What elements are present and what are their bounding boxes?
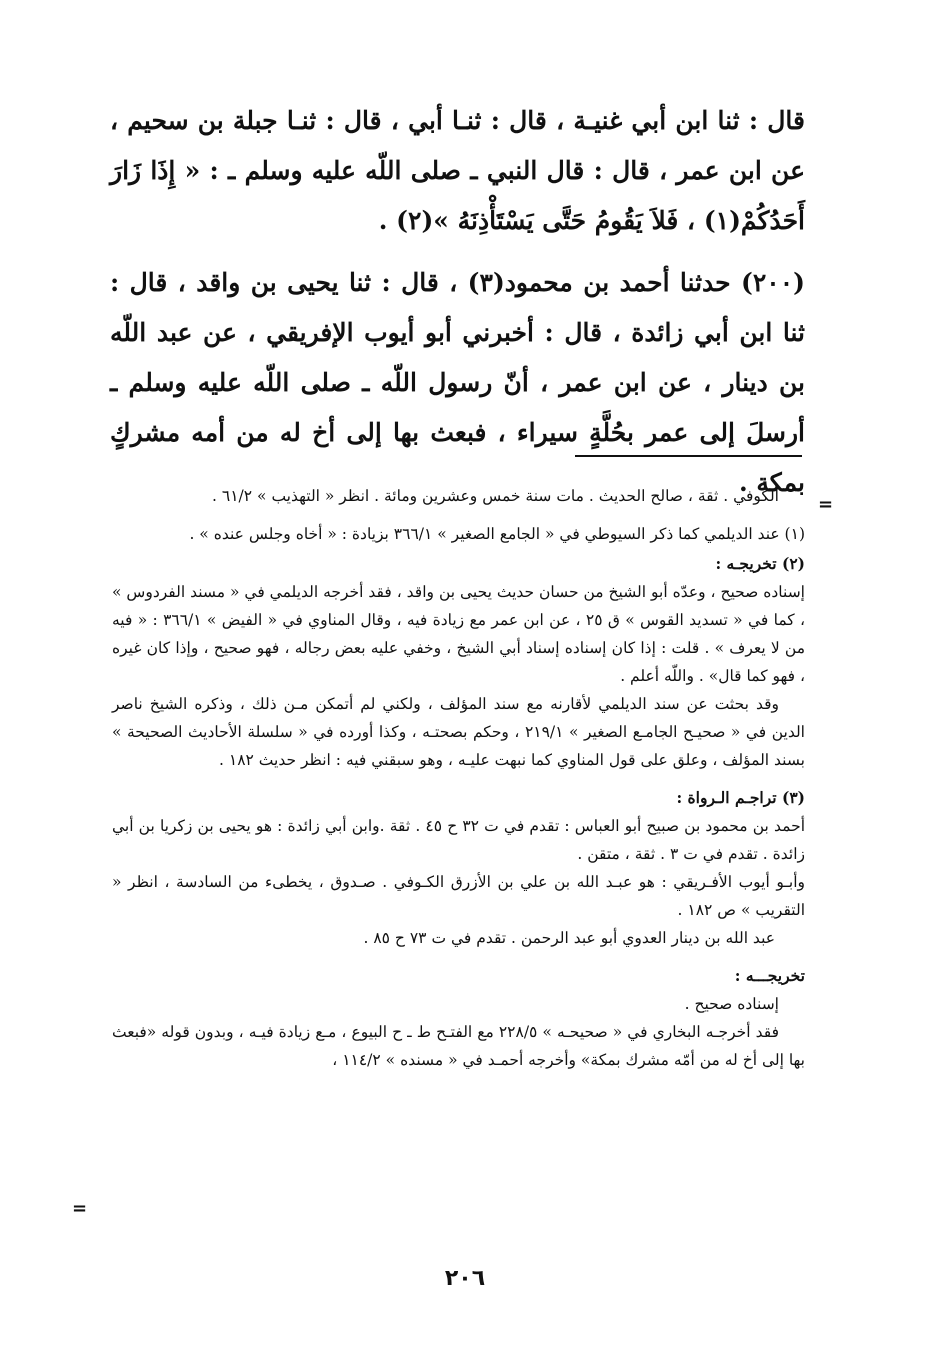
footnote-1: (١) عند الديلمي كما ذكر السيوطي في « الجامع الصغير » ٣٦٦/١ بزيادة : « أخاه وجلس عنده » . (189, 525, 805, 543)
hadith-200: (٢٠٠) حدثنا أحمد بن محمود(٣) ، قال : ثنا يحيى بن واقد ، قال : ثنا ابن أبي زائدة ، قال : أخبرني أبو أيوب الإفريقي ، عن عبد اللّه بن دينار ، عن ابن عمر ، أنّ رسول اللّه ـ صلى اللّه عليه وسلم ـ أرسلَ إلى عمر بحُلَّةٍ سيراء ، فبعث بها إلى أخ له من أمه مشركٍ بمكة . (110, 268, 805, 497)
takhrij-heading: تخريجـــه : (734, 966, 805, 985)
hadith-text-continued: قال : ثنا ابن أبي غنيـة ، قال : ثنـا أبي ، قال : ثنـا جبلة بن سحيم ، عن ابن عمر ، قال : قال النبي ـ صلى اللّه عليه وسلم ـ : « إِذَا زَارَ أَحَدُكُمْ(١) ، فَلاَ يَقُومُ حَتَّى يَسْتَأْذِنَهُ »(٢) . (110, 106, 805, 235)
continuation-mark-bottom: = (72, 1198, 88, 1219)
footnote-2-heading: (٢) تخريجـه : (715, 554, 805, 573)
takhrij-paragraph-2: فقد أخرجـه البخاري في « صحيحـه » ٢٢٨/٥ مع الفتـح ط ـ ح البيوع ، مـع زيادة فيـه ، وبدون قوله «فبعث بها إلى أخ له من أمّه مشرك بمكة» وأخرجه أحمـد في « مسنده » ١١٤/٢ ، (112, 1023, 805, 1069)
footnote-separator (575, 455, 802, 457)
takhrij-paragraph-1: إسناده صحيح . (684, 995, 779, 1013)
footnote-3-heading: (٣) تراجـم الـرواة : (676, 788, 805, 807)
footnote-3-paragraph-2: وأبـو أيوب الأفـريقي : هو عبـد الله بن علي بن الأزرق الكـوفي . صـدوق ، يخطىء من السادسة ، انظر « التقريب » ص ١٨٢ . (112, 873, 805, 919)
continuation-mark-top: = (818, 494, 834, 515)
footnote-continued-from-previous: الكوفي . ثقة ، صالح الحديث . مات سنة خمس وعشرين ومائة . انظر « التهذيب » ٦١/٢ . (212, 487, 779, 505)
footnote-2-paragraph-1: إسناده صحيح ، وعدّه أبو الشيخ من حسان حديث يحيى بن واقد ، فقد أخرجه الديلمي في « مسند الفردوس » ، كما في « تسديد القوس » ق ٢٥ ، عن ابن عمر مع زيادة فيه ، وقال المناوي في « الفيض » ٣٦٦/١ : « فيه من لا يعرف » . قلت : إذا كان إسناده إسناد أبي الشيخ ، وخفي عليه بعض رجاله ، فهو صحيح ، وإذا كان غيره ، فهو كما قال» . واللّه أعلم . (112, 583, 806, 685)
footnotes (112, 482, 805, 1074)
footnote-2-paragraph-2: وقد بحثت عن سند الديلمي لأقارنه مع سند المؤلف ، ولكني لم أتمكن مـن ذلك ، وذكره الشيخ ناصر الدين في « صحيـح الجامـع الصغير » ٢١٩/١ ، وحكم بصحتـه ، وكذا أورده في « سلسلة الأحاديث الصحيحة » بسند المؤلف ، وعلق على قول المناوي كما نبهت عليـه ، وهو سبقني فيه : انظر حديث ١٨٢ . (112, 695, 805, 769)
page-number: ٢٠٦ (444, 1266, 486, 1291)
footnote-3-paragraph-1: أحمد بن محمود بن صبيح أبو العباس : تقدم في ت ٣٢ ح ٤٥ . ثقة .وابن أبي زائدة : هو يحيى بن زكريا بن أبي زائدة . تقدم في ت ٣ . ثقة ، متقن . (112, 817, 806, 863)
footnote-3-paragraph-3: عبد الله بن دينار العدوي أبو عبد الرحمن . تقدم في ت ٧٣ ح ٨٥ . (363, 929, 775, 947)
main-text (110, 96, 805, 508)
